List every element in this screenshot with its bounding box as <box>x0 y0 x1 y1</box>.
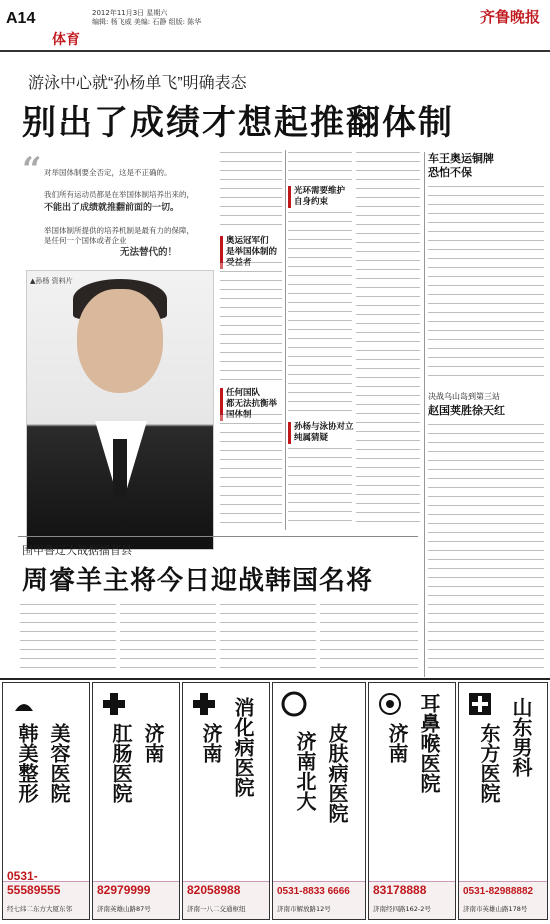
story2-column-4 <box>320 604 418 676</box>
ad-address: 济南市解放路12号 <box>277 905 331 913</box>
pull-quote-3b: 无法替代的！ <box>120 247 178 258</box>
issue-date: 2012年11月3日 星期六 <box>92 9 168 17</box>
subhead-1: 奥运冠军们 是举国体制的受益者 <box>220 236 284 269</box>
ad-hanmei-hospital <box>2 682 90 920</box>
subhead-2: 任何国队 都无法抗衡举国体制 <box>220 388 284 421</box>
story2-rule <box>18 536 418 537</box>
ad-address: 济南市英雄山路178号 <box>463 905 528 913</box>
ad-address: 济南经四路162-2号 <box>373 905 431 913</box>
ad-phone: 0531-55589555 <box>7 869 61 897</box>
ad-phone: 0531-82988882 <box>463 886 534 897</box>
body-column-3 <box>356 152 420 528</box>
ad-address: 济南一八二交通枢纽 <box>187 905 246 913</box>
quote-mark-icon: “ <box>22 150 42 190</box>
pull-quote-3a: 举国体制所提供的培养机制是最有力的保障，是任何一个国体或者企业 <box>44 226 194 245</box>
ad-address: 经七纬二东方大厦东邻 <box>7 905 72 913</box>
ad-andrology-hospital <box>458 682 548 920</box>
story2-column-1 <box>20 604 116 676</box>
ad-rule <box>0 678 550 680</box>
pull-quote-2a: 我们所有运动员都是在举国体制培养出来的， <box>44 190 194 199</box>
swan-logo-icon <box>11 691 37 717</box>
sidebar-kicker-2: 决战乌山岛到第三站 <box>428 392 500 401</box>
ad-title-a: 山东男科 <box>509 697 533 777</box>
ad-title-a: 美容医院 <box>47 723 71 803</box>
column-rule <box>285 150 286 530</box>
ad-title-b: 济南北大 <box>293 731 317 811</box>
ad-ent-hospital <box>368 682 456 920</box>
sun-yang-photo <box>26 270 214 550</box>
story2-column-3 <box>220 604 316 676</box>
cross-logo-icon <box>101 691 127 717</box>
ad-phone: 82979999 <box>97 883 151 897</box>
sidebar-body-1 <box>428 186 544 384</box>
sidebar-body-2 <box>428 424 544 674</box>
ad-title-b: 肛肠医院 <box>109 723 133 803</box>
story2-kicker: 围甲鲁辽大战据擂苜县 <box>22 545 132 557</box>
ad-title-b: 韩美整形 <box>15 723 39 803</box>
subhead-3: 孙杨与泳协对立 纯属猜疑 <box>288 422 354 444</box>
ad-skin-hospital <box>272 682 366 920</box>
header-rule <box>0 50 550 52</box>
ad-title-b: 济南 <box>199 723 223 763</box>
body-column-2c <box>288 448 352 528</box>
ring-logo-icon <box>377 691 403 717</box>
photo-caption: ▲孙杨 资料片 <box>30 277 73 285</box>
ad-title-a: 皮肤病医院 <box>325 723 349 823</box>
ad-digestive-hospital <box>182 682 270 920</box>
page-number: A14 <box>6 10 36 27</box>
lead-headline: 别出了成绩才想起推翻体制 <box>22 104 454 142</box>
ad-anorectal-hospital <box>92 682 180 920</box>
body-column-2b <box>288 212 352 418</box>
sidebar-headline-1: 车王奥运铜牌 恐怕不保 <box>428 153 494 179</box>
section-label: 体育 <box>52 31 80 47</box>
pull-quote-2b: 不能出了成绩就推翻前面的一切。 <box>44 203 180 213</box>
editors-line: 编辑: 杨飞威 美编: 石静 组版: 陈华 <box>92 18 202 26</box>
lead-kicker: 游泳中心就“孙杨单飞”明确表态 <box>28 75 247 92</box>
masthead-logo: 齐鲁晚报 <box>479 8 540 26</box>
story2-headline: 周睿羊主将今日迎战韩国名将 <box>22 565 374 595</box>
body-column-2a <box>288 152 352 182</box>
photo-tie <box>113 439 127 497</box>
ad-title-b: 东方医院 <box>477 723 501 803</box>
ad-phone: 0531-8833 6666 <box>277 886 350 897</box>
sidebar-headline-2: 赵国荚胜徐天红 <box>428 405 505 417</box>
ad-phone: 82058988 <box>187 883 241 897</box>
cross-logo-icon <box>467 691 493 717</box>
circle-logo-icon <box>281 691 307 717</box>
pull-quote-1: 对举国体制要全否定，这是不正确的。 <box>44 168 172 177</box>
cross-logo-icon <box>191 691 217 717</box>
ad-title-a: 消化病医院 <box>231 697 255 797</box>
ad-title-a: 耳鼻喉医院 <box>417 693 441 793</box>
body-column-1b <box>220 262 282 382</box>
sidebar-rule <box>424 152 425 677</box>
ad-phone: 83178888 <box>373 883 427 897</box>
body-column-1a <box>220 152 282 232</box>
subhead-4: 光环需要维护 自身约束 <box>288 186 354 208</box>
photo-face <box>77 289 163 393</box>
page-header <box>0 0 550 50</box>
body-column-1c <box>220 414 282 526</box>
story2-column-2 <box>120 604 216 676</box>
ad-title-a: 济南 <box>141 723 165 763</box>
ad-title-b: 济南 <box>385 723 409 763</box>
ad-address: 济南英雄山路87号 <box>97 905 151 913</box>
